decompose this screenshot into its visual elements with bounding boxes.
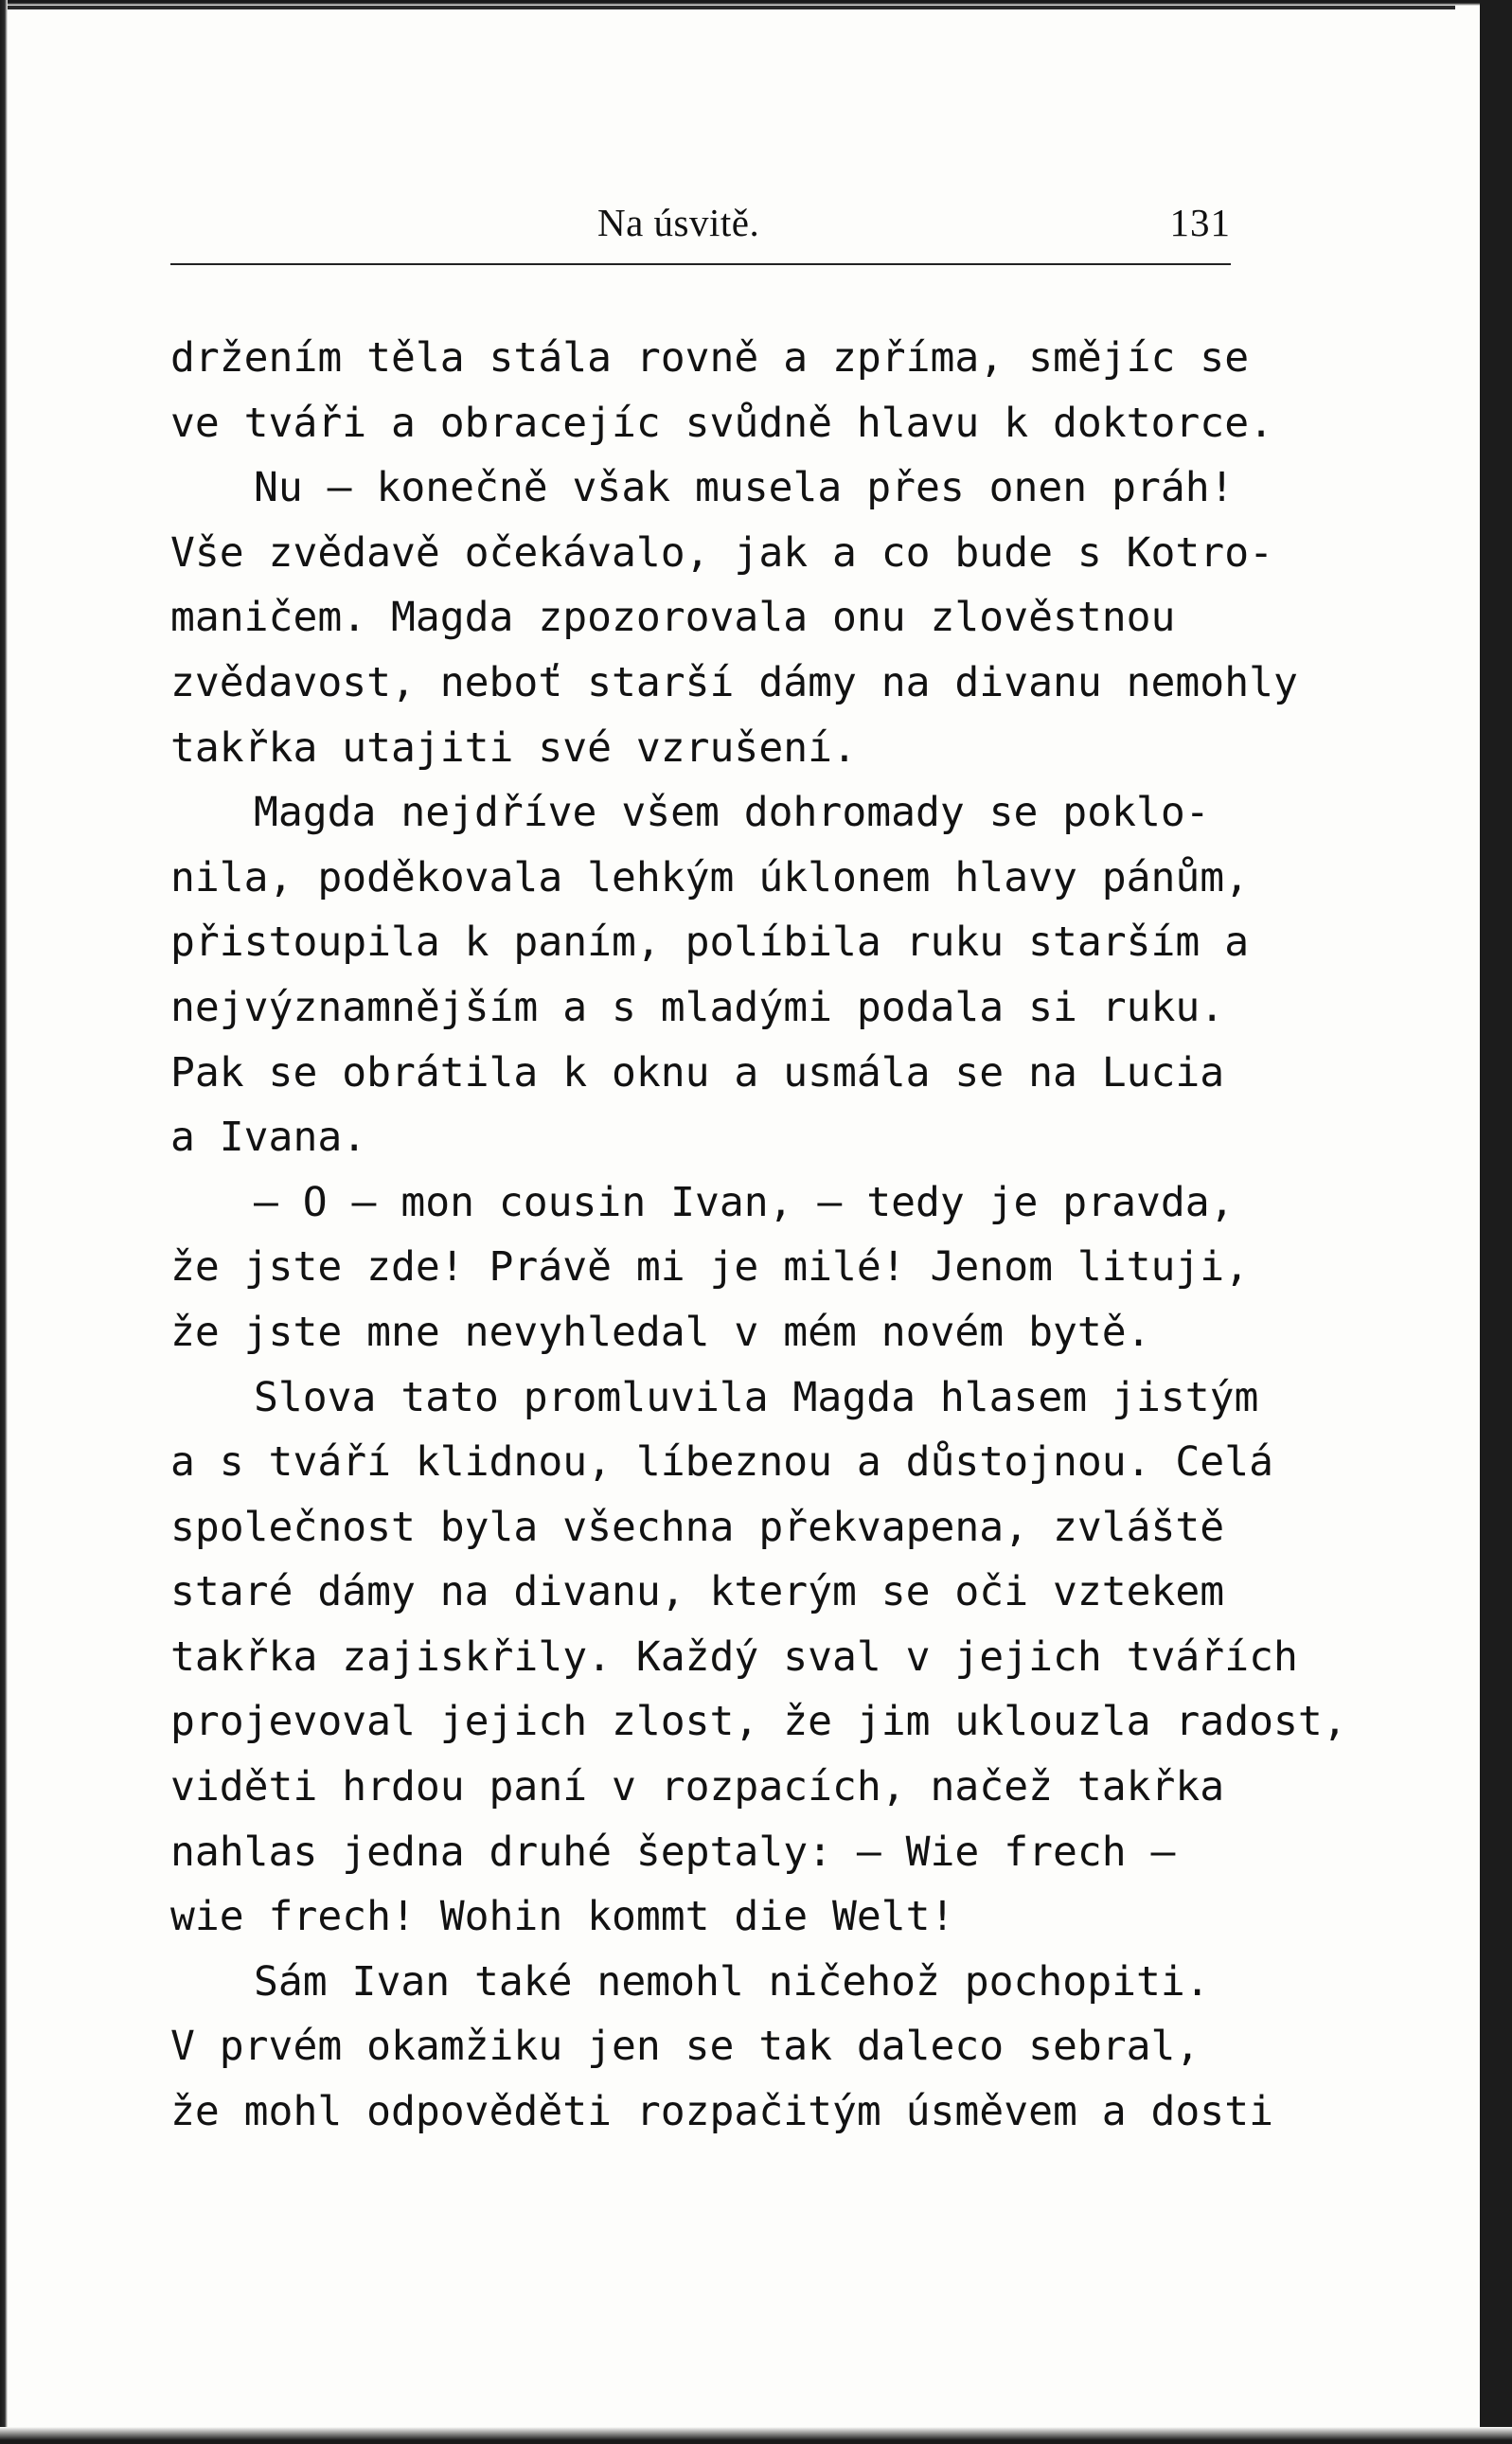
text-line: nila, poděkovala lehkým úklonem hlavy pánům,: [170, 853, 1250, 901]
scan-bottom-edge: [0, 2427, 1512, 2444]
body-text: [170, 326, 1347, 2145]
running-title: Na úsvitě.: [597, 201, 760, 244]
text-line: Pak se obrátila k oknu a usmála se na Lucia: [170, 1048, 1225, 1097]
scan-top-rule: [0, 6, 1455, 9]
header-rule: [170, 263, 1231, 265]
text-line: nejvýznamnějším a s mladými podala si ruku.: [170, 983, 1225, 1031]
text-line: viděti hrdou paní v rozpacích, načež takřka: [170, 1763, 1225, 1811]
text-line: V prvém okamžiku jen se tak daleco sebral,: [170, 2023, 1201, 2071]
text-line: Nu — konečně však musela přes onen práh!: [254, 464, 1235, 512]
text-line: přistoupila k paním, políbila ruku starším a: [170, 919, 1250, 967]
text-line: držením těla stála rovně a zpříma, smějíc se: [170, 334, 1250, 382]
text-line: takřka utajiti své vzrušení.: [170, 723, 857, 772]
text-line: takřka zajiskřily. Každý sval v jejich tvářích: [170, 1632, 1298, 1681]
text-line: projevoval jejich zlost, že jim uklouzla radost,: [170, 1698, 1347, 1746]
text-line: staré dámy na divanu, kterým se oči vztekem: [170, 1568, 1225, 1616]
scan-right-edge: [1480, 0, 1512, 2444]
scan-top-edge: [0, 0, 1512, 21]
text-line: zvědavost, neboť starší dámy na divanu nemohly: [170, 658, 1298, 706]
text-line: Vše zvědavě očekávalo, jak a co bude s Kotro-: [170, 528, 1273, 577]
text-line: maničem. Magda zpozorovala onu zlověstnou: [170, 594, 1176, 642]
scan-left-edge: [0, 0, 8, 2444]
text-line: společnost byla všechna překvapena, zvláště: [170, 1503, 1225, 1551]
text-line: že mohl odpověděti rozpačitým úsměvem a dosti: [170, 2088, 1273, 2136]
text-line: a s tváří klidnou, líbeznou a důstojnou. Celá: [170, 1438, 1273, 1487]
text-line: — O — mon cousin Ivan, — tedy je pravda,: [254, 1178, 1235, 1226]
running-header: [170, 194, 1231, 251]
text-line: Sám Ivan také nemohl ničehož pochopiti.: [254, 1957, 1210, 2006]
text-line: že jste zde! Právě mi je milé! Jenom lituji,: [170, 1243, 1250, 1292]
text-line: ve tváři a obracejíc svůdně hlavu k doktorce.: [170, 399, 1273, 447]
text-line: Slova tato promluvila Magda hlasem jistým: [254, 1373, 1259, 1421]
text-line: nahlas jedna druhé šeptaly: — Wie frech —: [170, 1828, 1176, 1876]
text-line: že jste mne nevyhledal v mém novém bytě.: [170, 1308, 1151, 1356]
text-line: a Ivana.: [170, 1114, 367, 1162]
page-number: 131: [1169, 201, 1231, 244]
text-line: Magda nejdříve všem dohromady se poklo-: [254, 789, 1210, 837]
text-line: wie frech! Wohin kommt die Welt!: [170, 1893, 955, 1941]
